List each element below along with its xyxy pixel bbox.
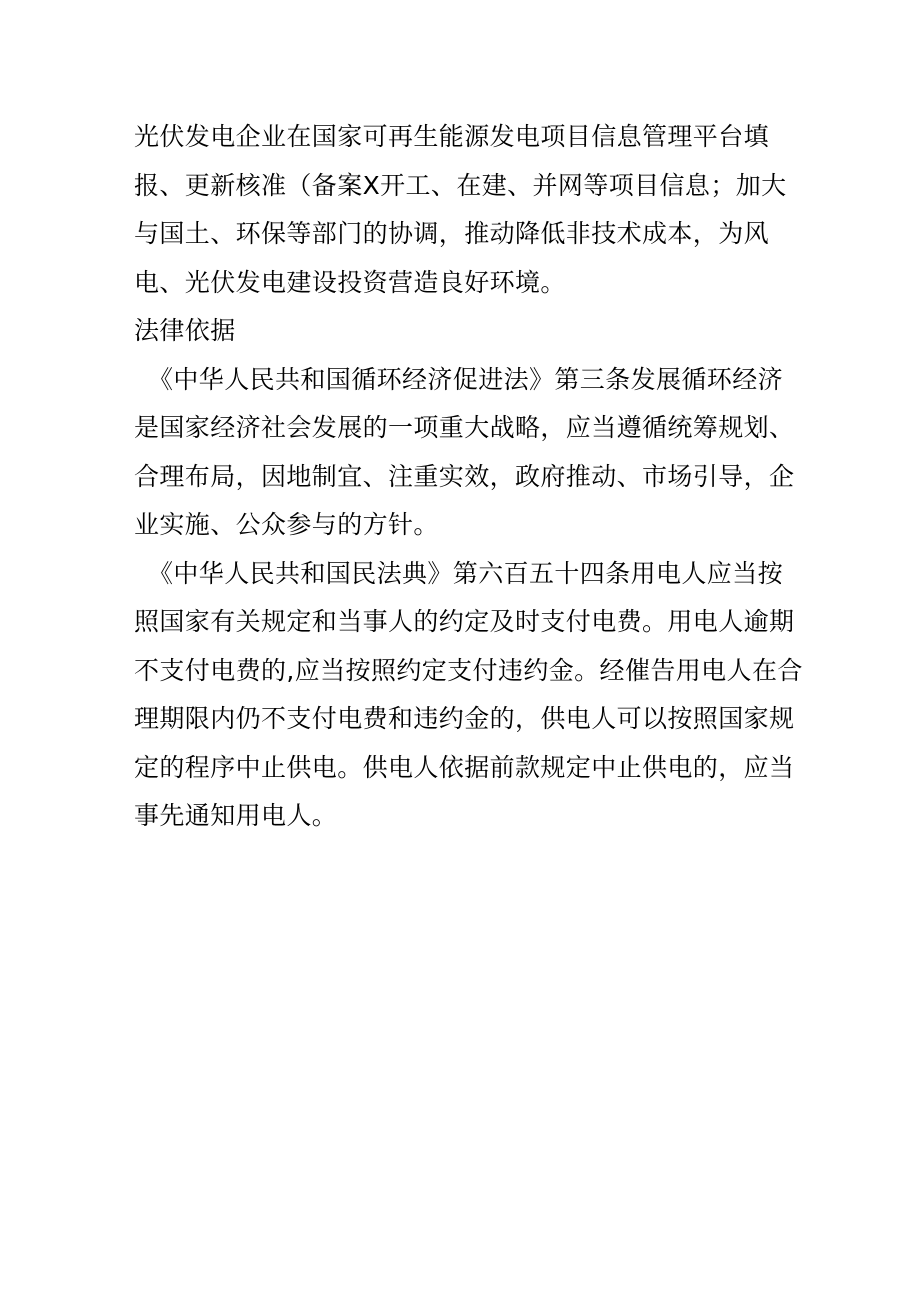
legal-paragraph-civil-code: 《中华人民共和国民法典》第六百五十四条用电人应当按照国家有关规定和当事人的约定及时支付电费。用电人逾期不支付电费的,应当按照约定支付违约金。经催告用电人在合理期限内仍不支付电费和违约金的，供电人可以按照国家规定的程序中止供电。供电人依据前款规定中止供电的，应当事先通知用电人。	[134, 558, 803, 830]
intro-paragraph: 光伏发电企业在国家可再生能源发电项目信息管理平台填报、更新核准（备案X开工、在建、并网等项目信息；加大与国土、环保等部门的协调，推动降低非技术成本，为风电、光伏发电建设投资营造良好环境。	[134, 122, 787, 297]
document-body	[134, 113, 804, 841]
legal-paragraph-circular-economy: 《中华人民共和国循环经济促进法》第三条发展循环经济是国家经济社会发展的一项重大战略，应当遵循统筹规划、合理布局，因地制宜、注重实效，政府推动、市场引导，企业实施、公众参与的方针。	[134, 364, 795, 539]
section-heading-legal-basis: 法律依据	[134, 316, 236, 345]
